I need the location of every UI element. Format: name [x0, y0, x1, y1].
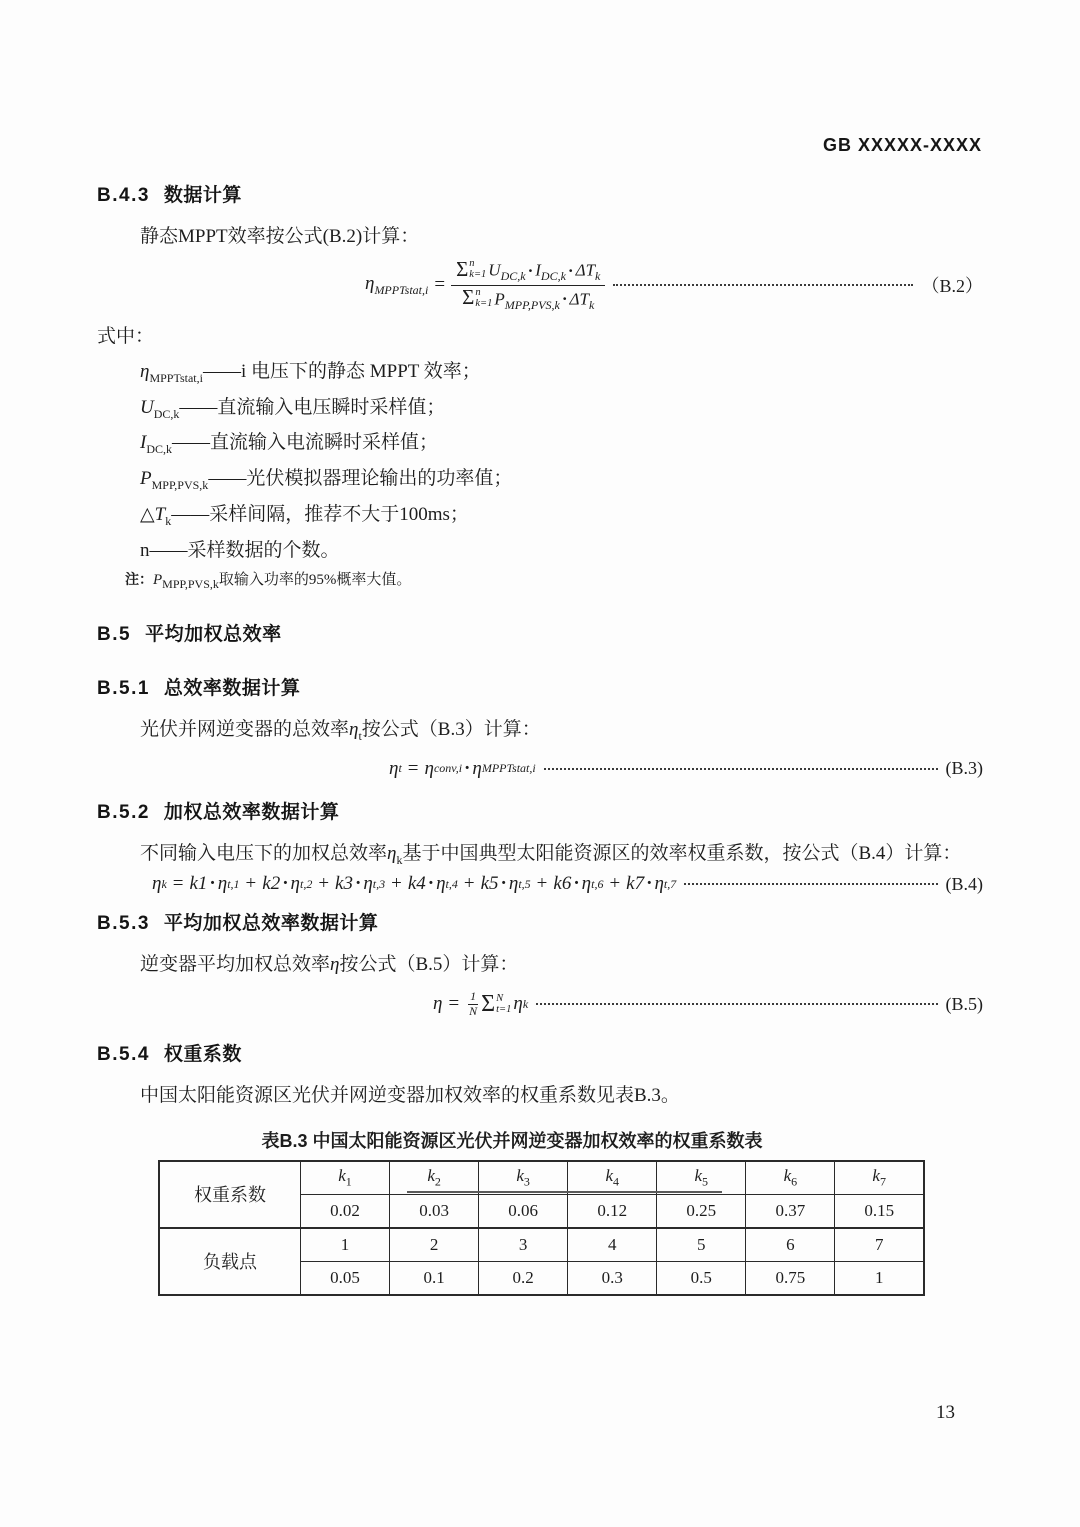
horizontal-rule — [407, 1191, 722, 1193]
page-content — [97, 180, 983, 1296]
paragraph-b51-intro: 光伏并网逆变器的总效率$\eta_t$按公式（B.3）计算： — [140, 718, 541, 743]
definition-item: $\triangle T_k——$采样间隔，推荐不大于100ms； — [140, 504, 469, 528]
formula-b5-expression: η = $\frac{1}{N}$ Σ N t=1 η k — [433, 989, 529, 1018]
section-heading-b43: B.4.3 数据计算 — [97, 185, 242, 206]
equation-label-b2: （B.2） — [921, 276, 983, 297]
dot-leader — [613, 284, 913, 286]
doc-code: GB XXXXX-XXXX — [822, 135, 982, 155]
fraction: Σ n k=1 $U_{DC,k} \cdot I_{DC,k} \cdot \Delta T_k$ Σ n k=1 $P_{MPP,PVS,k} \cdot \Delta T_k$ — [451, 258, 605, 313]
note: 注：$P_{MPP,PVS,k}$取输入功率的95%概率大值。 — [125, 570, 412, 591]
table-row: 0.02 0.03 0.06 0.12 0.25 0.37 0.15 — [159, 1194, 924, 1228]
dot-leader — [544, 768, 938, 770]
fraction: $\frac{1}{N}$ — [469, 989, 478, 1018]
table-row: 0.05 0.1 0.2 0.3 0.5 0.75 1 — [159, 1261, 924, 1295]
sum-operator: Σ N t=1 — [481, 991, 512, 1018]
paragraph-b53-intro: 逆变器平均加权总效率η按公式（B.5）计算： — [140, 954, 519, 976]
row-group-label: 权重系数 — [159, 1161, 301, 1228]
equation-label-b5: (B.5) — [945, 993, 983, 1014]
definition-item: $P_{MPP,PVS,k}——$光伏模拟器理论输出的功率值； — [140, 468, 513, 492]
section-heading-b51: B.5.1 总效率数据计算 — [97, 677, 301, 699]
paragraph-b43-intro: 静态MPPT效率按公式(B.2)计算： — [140, 226, 420, 247]
paragraph-b54-intro: 中国太阳能资源区光伏并网逆变器加权效率的权重系数见表B.3。 — [140, 1084, 680, 1106]
where-label: 式中： — [97, 325, 155, 347]
sum-operator: Σ n k=1 — [462, 285, 493, 310]
paragraph-b52-intro: 不同输入电压下的加权总效率$\eta_k$基于中国典型太阳能资源区的效率权重系数，按公式（B.4）计算： — [140, 842, 962, 867]
section-heading-b54: B.5.4 权重系数 — [97, 1043, 242, 1065]
dot-leader — [684, 883, 937, 885]
formula-b3-expression: η t = η conv,i · η MPPTstat,i — [389, 757, 536, 779]
definition-item: $I_{DC,k}——$直流输入电流瞬时采样值； — [140, 432, 439, 457]
table-row: 负载点 1 2 3 4 5 6 7 — [159, 1228, 924, 1262]
dot-leader — [536, 1003, 937, 1005]
equation-label-b3: (B.3) — [945, 758, 983, 779]
formula-b4 — [97, 873, 983, 895]
formula-b4-expression: η k = k1 · η t,1 + k2 · η t,2 + k3 · η t,3 + k4 · η t,4 + k5 · η t,5 + k6 · η t,6 + k7 · η t,7 — [152, 873, 677, 895]
table-row: 权重系数 $k_1$ $k_2$ $k_3$ $k_4$ $k_5$ $k_6$ $k_7$ — [159, 1161, 924, 1195]
table-caption: 表B.3 中国太阳能资源区光伏并网逆变器加权效率的权重系数表 — [261, 1130, 763, 1151]
section-heading-b5: B.5 平均加权总效率 — [97, 623, 282, 645]
formula-b5 — [97, 990, 983, 1017]
equation-label-b4: (B.4) — [945, 873, 983, 894]
definition-item: n——采样数据的个数。 — [140, 539, 340, 561]
formula-b3 — [97, 758, 983, 780]
definition-list — [97, 357, 983, 565]
sum-operator: Σ n k=1 — [456, 256, 487, 281]
formula-b2 — [97, 258, 983, 313]
section-heading-b53: B.5.3 平均加权总效率数据计算 — [97, 913, 379, 935]
row-group-label: 负载点 — [159, 1228, 301, 1295]
page-number: 13 — [936, 1402, 955, 1423]
definition-item: $U_{DC,k}——$直流输入电压瞬时采样值； — [140, 396, 446, 421]
section-heading-b52: B.5.2 加权总效率数据计算 — [97, 801, 340, 823]
formula-b2-expression: $\eta_{MPPTstat,i}$ = Σ n k=1 $U_{DC,k} \cdot I_{DC,k} \cdot \Delta T_k$ Σ n k=1 $P_{MPP,PVS,k} \cdot \Delta T_k$ — [365, 258, 605, 313]
definition-item: $\eta_{MPPTstat,i}——i$ 电压下的静态 MPPT 效率； — [140, 360, 481, 385]
weight-coefficient-table — [158, 1160, 925, 1296]
